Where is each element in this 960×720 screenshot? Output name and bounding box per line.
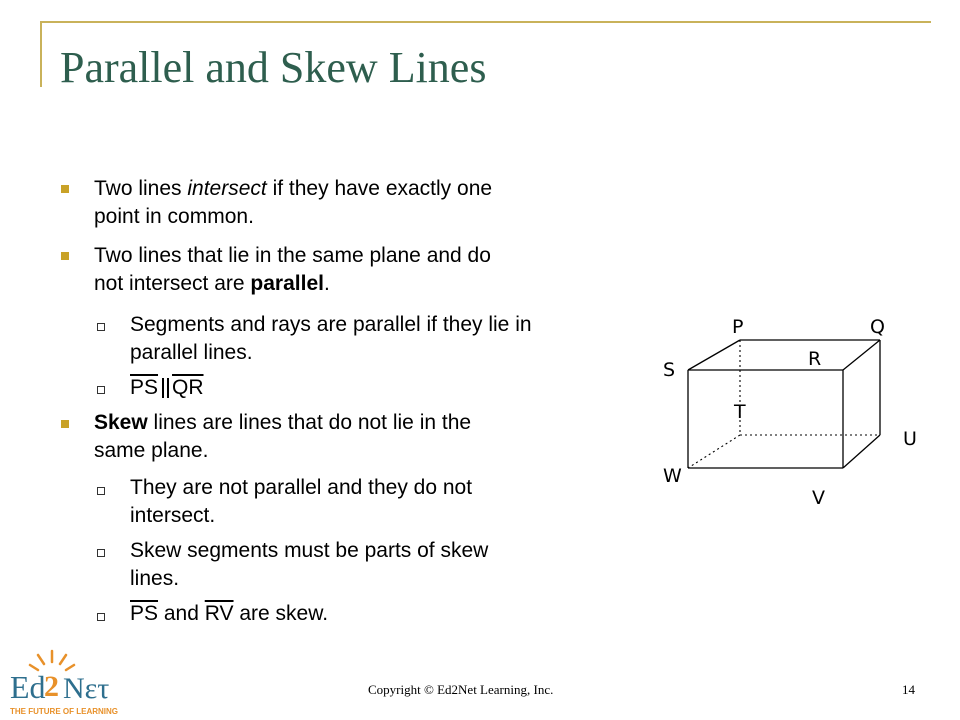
sub-bullet-4-line-2: lines. xyxy=(130,567,180,590)
vertex-label-r: R xyxy=(808,348,822,370)
sub-bullet-2 xyxy=(130,375,204,401)
vertex-label-v: V xyxy=(812,487,825,509)
bullet-3-line-2: same plane. xyxy=(94,439,209,462)
cube-diagram xyxy=(650,300,920,520)
ed2net-logo xyxy=(8,648,136,718)
hidden-edge-tw xyxy=(688,435,740,468)
segment-ps: $\overline{PS}$ xyxy=(130,376,159,399)
term-parallel: parallel xyxy=(250,272,324,295)
sub-bullet-marker xyxy=(97,613,105,621)
page-number: 14 xyxy=(902,682,915,697)
sub-bullet-3-line-2: intersect. xyxy=(130,504,216,527)
logo-net: Nετ xyxy=(63,672,110,705)
edge-qr xyxy=(843,340,880,370)
sub-bullet-marker xyxy=(97,386,105,394)
sub-bullet-5: $\overline{PS}$ and $\overline{RV}$ are skew. xyxy=(130,602,329,625)
vertex-label-u: U xyxy=(903,428,917,450)
sub-bullet-3-line-1: They are not parallel and they do not xyxy=(130,476,473,499)
logo-ed: Ed xyxy=(10,669,46,705)
copyright-text: Copyright © Ed2Net Learning, Inc. xyxy=(368,682,554,697)
bullet-marker xyxy=(61,252,69,260)
sunburst-icon xyxy=(30,651,74,670)
bullet-1-line-1: Two lines intersect if they have exactly one xyxy=(94,177,493,200)
bullet-2-line-2: not intersect are parallel. xyxy=(94,272,330,295)
vertex-label-w: W xyxy=(663,465,682,487)
bullet-2-line-1: Two lines that lie in the same plane and do xyxy=(94,244,491,267)
vertex-label-p: P xyxy=(732,316,744,338)
logo-2: 2 xyxy=(44,670,59,703)
edge-ps xyxy=(688,340,740,370)
sub-bullet-1-line-2: parallel lines. xyxy=(130,341,253,364)
segment-qr: $\overline{QR}$ xyxy=(172,376,204,399)
bullet-1-line-2: point in common. xyxy=(94,205,254,228)
sub-bullet-marker xyxy=(97,487,105,495)
sub-bullet-marker xyxy=(97,549,105,557)
logo-tagline: THE FUTURE OF LEARNING xyxy=(10,707,118,716)
bullet-marker xyxy=(61,420,69,428)
vertex-label-s: S xyxy=(663,359,676,381)
sub-bullet-1-line-1: Segments and rays are parallel if they lie in xyxy=(130,313,532,336)
edge-vu xyxy=(843,435,880,468)
sub-bullet-marker xyxy=(97,323,105,331)
vertex-label-q: Q xyxy=(870,316,885,338)
bullet-marker xyxy=(61,185,69,193)
term-skew: Skew xyxy=(94,411,148,434)
slide-title: Parallel and Skew Lines xyxy=(60,43,487,92)
parallel-symbol xyxy=(158,376,172,398)
term-intersect: intersect xyxy=(187,177,267,200)
vertex-label-t: T xyxy=(734,401,746,423)
segment-rv: $\overline{RV}$ xyxy=(204,602,234,625)
segment-ps: $\overline{PS}$ xyxy=(130,602,159,625)
bullet-3-line-1: Skew lines are lines that do not lie in the xyxy=(94,411,472,434)
sub-bullet-4-line-1: Skew segments must be parts of skew xyxy=(130,539,489,562)
